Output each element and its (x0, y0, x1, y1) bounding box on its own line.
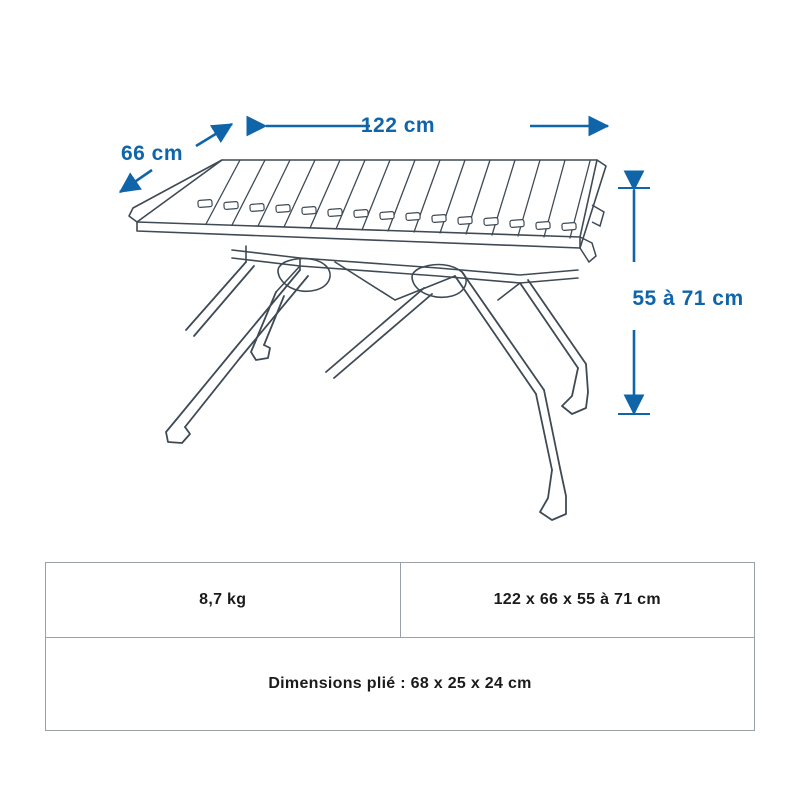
table-row (46, 638, 755, 731)
height-dimension-label: 55 à 71 cm (632, 287, 744, 310)
table-legs (166, 262, 588, 520)
width-dimension-label: 122 cm (360, 114, 436, 137)
table-side-bracket (580, 205, 604, 262)
depth-dimension-label: 66 cm (120, 142, 184, 165)
weight-cell: 8,7 kg (46, 563, 401, 638)
table-row (46, 563, 755, 638)
specs-table (45, 562, 755, 731)
folded-dimensions-cell: Dimensions plié : 68 x 25 x 24 cm (46, 638, 755, 731)
unfolded-dimensions-cell: 122 x 66 x 55 à 71 cm (400, 563, 755, 638)
